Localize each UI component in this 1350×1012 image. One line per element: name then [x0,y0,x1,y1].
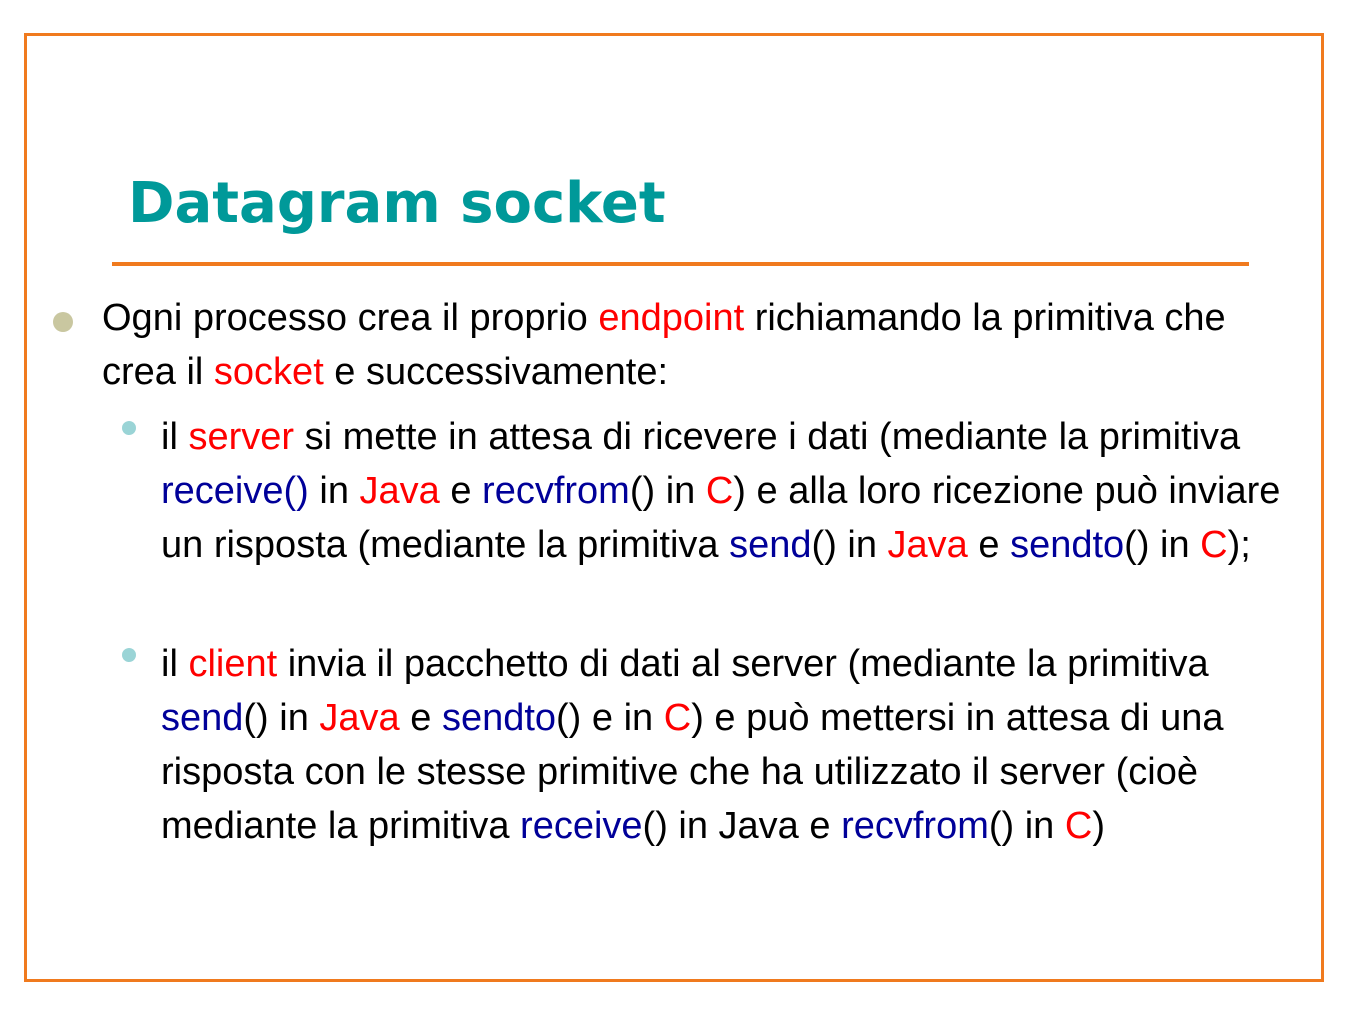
term-server: server [188,416,295,458]
term-recvfrom: recvfrom [841,805,989,847]
sub-bullet-text: il [161,416,189,458]
sub-bullet-client [161,637,1311,853]
term-java: Java [887,524,968,566]
sub-bullet-text: il [161,643,189,685]
sub-bullet-server [161,410,1311,572]
bullet-main-text: Ogni processo crea il proprio [102,297,599,339]
sub-bullet-text: () e in [556,697,664,739]
bullet-main-text: richiamando la primitiva che crea il [102,297,1226,393]
sub-bullet-text: ) e può mettersi in attesa di una risposta con le stesse primitive che ha utilizzato il server (cioè mediante la primitiva [161,697,1224,847]
term-send: send [729,524,812,566]
term-recvfrom: recvfrom [482,470,630,512]
sub-bullet-text: () in [1124,524,1201,566]
sub-bullet-text: invia il pacchetto di dati al server (mediante la primitiva [277,643,1209,685]
term-receive: receive() [161,470,309,512]
sub-bullet-text: e [439,470,483,512]
sub-bullet-text: in [308,470,360,512]
term-receive: receive [520,805,643,847]
sub-bullet-text: ) e alla loro ricezione può inviare un risposta (mediante la primitiva [161,470,1281,566]
title-underline [112,262,1249,266]
term-java: Java [359,470,440,512]
term-sendto: sendto [441,697,557,739]
term-java: Java [319,697,400,739]
sub-bullet-text: () in [629,470,706,512]
sub-bullet-text: e [967,524,1011,566]
term-endpoint: endpoint [598,297,745,339]
sub-bullet-text: ); [1227,524,1251,566]
sub-bullet-dot-icon [122,648,136,662]
term-c: C [663,697,692,739]
term-sendto: sendto [1010,524,1125,566]
sub-bullet-dot-icon [122,421,136,435]
sub-bullet-text: () in [811,524,888,566]
sub-bullet-text: e [399,697,442,739]
sub-bullet-text: () in [988,805,1065,847]
bullet-dot-icon [53,312,73,332]
term-client: client [188,643,278,685]
slide-title: Datagram socket [128,171,666,236]
term-send: send [161,697,244,739]
bullet-main [102,291,1302,399]
sub-bullet-text: () in Java e [642,805,842,847]
term-c: C [705,470,734,512]
term-c: C [1200,524,1228,566]
bullet-main-text: e successivamente: [323,351,669,393]
term-socket: socket [213,351,324,393]
sub-bullet-text: () in [243,697,320,739]
term-c: C [1064,805,1093,847]
sub-bullet-text: si mette in attesa di ricevere i dati (mediante la primitiva [294,416,1241,458]
sub-bullet-text: ) [1092,805,1105,847]
